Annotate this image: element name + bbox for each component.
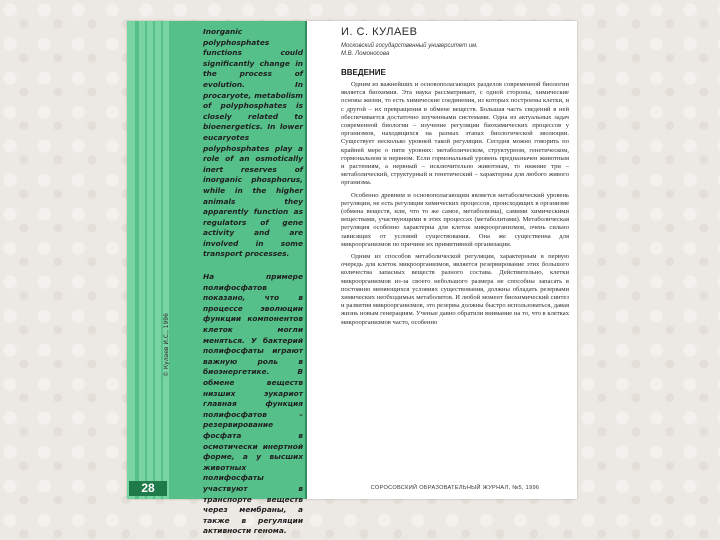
- russian-abstract: На примере полифосфатов показано, что в процессе эволюции функции компонентов клеток могли меняться. У бактерий полифосфаты играют важную роль в биоэнергетике. В обмене веществ низших эукариот главная функция полифосфатов – резервирование фосфата в осмотически инертной форме, а у высших животных полифосфаты участвуют в транспорте веществ через мембраны, а также в регуляции активности генома.: [203, 272, 303, 536]
- green-sidebar-panel: [127, 21, 307, 536]
- author-name: И. С. КУЛАЕВ: [341, 26, 418, 38]
- english-abstract: Inorganic polyphosphates functions could significantly change in the process of evolution. In procaryote, metabolism of polyphosphates is closely related to bioenergetics. In lower eucaryotes polyphosphates play a role of an osmotically inert reserves of inorganic phosphorus, while in the higher animals they apparently function as regulators of gene activity and are involved in some transport processes.: [203, 27, 303, 259]
- article-column: [341, 25, 569, 495]
- decorative-stripe: [127, 21, 135, 499]
- page-number-badge: 28: [129, 481, 167, 496]
- paragraph: Одним из способов метаболической регуляции, характерным в первую очередь для клеток микроорганизмов, является резервирование этих большого количества запасных веществ разного состава. Действительно, клетки микроорганизмов из-за своего небольшого размера не способны запасать в постоянно меняющихся условиях существования, должны обладать резервами химических необходимых метаболитов. И любой момент биохимический синтез и развития микроорганизмов, это резервы должны быстро использоваться, давая жизнь новым генерациям. Ученые давно обратили внимание на то, что в клетках микроорганизмов часто, особенно: [341, 253, 569, 326]
- decorative-stripe: [139, 21, 145, 499]
- decorative-stripe: [147, 21, 153, 499]
- paragraph: Одним из важнейших и основополагающих разделов современной биологии является биохимия. Эта наука рассматривает, с одной стороны, химические основы жизни, то есть химические соединения, из которых построены клетки, и с другой – их превращения в обмене веществ. Большая часть сведений в ней обеспечивается достаточно изученными системами. Одна из актуальных задач современной биологии – изучение регуляции биохимических процессов у организмов, находящихся на разных этапах биологической эволюции. Существует несколько уровней такой регуляции. Сегодня можно говорить по крайней мере о пяти уровнях: метаболическом, структурном, генетическом, гормональном и нервном. Если гормональный уровень предназначен животным и растениям, а нервный – исключительно животным, то нижние три – метаболический, структурный и генетический – характерны для любого живого организма.: [341, 81, 569, 187]
- panel-edge-line: [305, 21, 307, 499]
- journal-footer: СОРОСОВСКИЙ ОБРАЗОВАТЕЛЬНЫЙ ЖУРНАЛ, №5, 1996: [370, 485, 540, 491]
- sidebar-abstracts: [203, 27, 303, 536]
- section-heading: ВВЕДЕНИЕ: [341, 68, 386, 77]
- article-body: [341, 81, 569, 327]
- author-affiliation: Московский государственный университет им. М.В. Ломоносова: [341, 43, 478, 57]
- decorative-stripe: [163, 21, 169, 499]
- decorative-stripe: [155, 21, 161, 499]
- paragraph: Особенно древним и основополагающим является метаболический уровень регуляции, не есть регуляция химических процессов, происходящих в организме (обмена веществ, или, что то же самое, метаболизма), самими химическими веществами, участвующими в этих процессах (метаболитами). Метаболическая регуляция особенно характерна для клеток микроорганизмов, очень сильно зависящих от условий существования. Она же существенна для микроорганизмов по причине их примитивной организации.: [341, 191, 569, 248]
- document-page: [127, 21, 577, 536]
- copyright-notice: © Кулаев И.С., 1996: [163, 313, 170, 377]
